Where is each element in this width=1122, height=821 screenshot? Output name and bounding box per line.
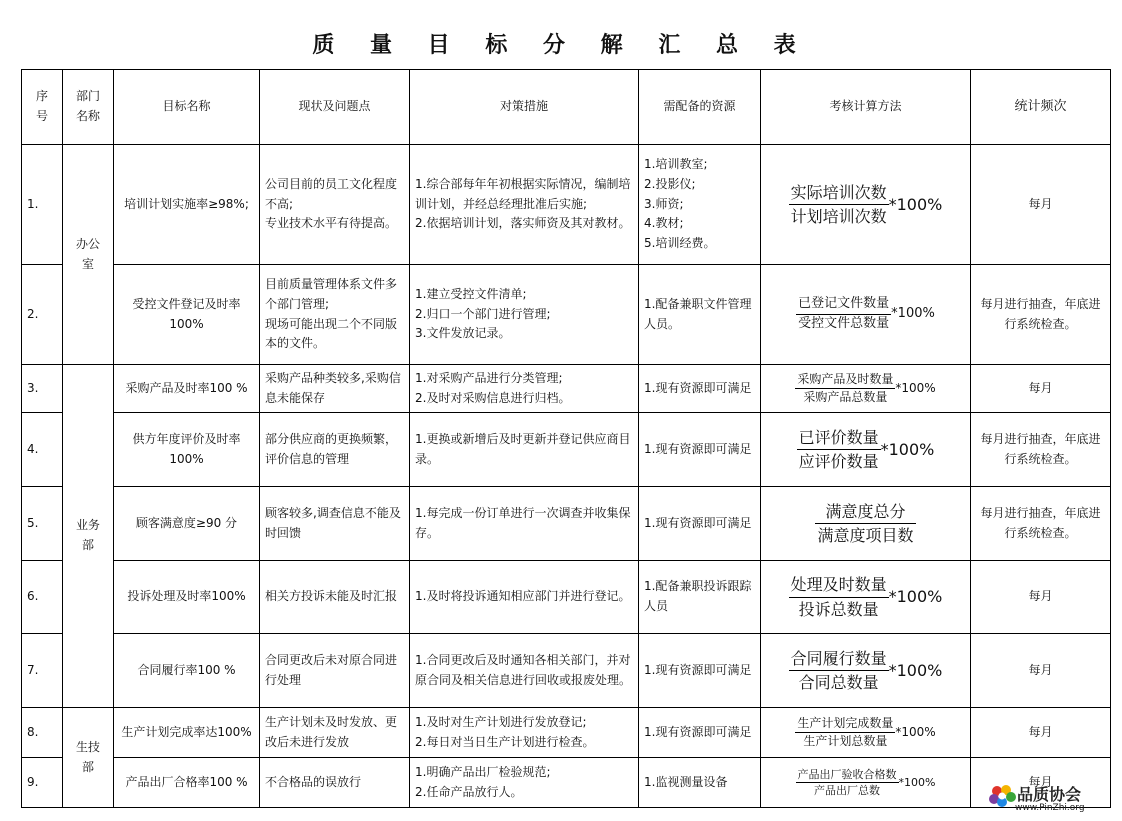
row-number: 5. (22, 487, 63, 561)
calc-formula: $\frac{\text{合同履行数量}}{\text{合同总数量}}$ *100% (761, 634, 971, 708)
table-row (22, 758, 1111, 808)
watermark-logo (985, 772, 1117, 818)
frequency-cell: 每月 (971, 145, 1111, 265)
row-number: 6. (22, 561, 63, 634)
status-cell: 目前质量管理体系文件多个部门管理; 现场可能出现二个不同版本的文件。 (260, 265, 410, 365)
row-number: 9. (22, 758, 63, 808)
table-row (22, 365, 1111, 413)
measures-cell: 1.及时将投诉通知相应部门并进行登记。 (410, 561, 639, 634)
row-number: 1. (22, 145, 63, 265)
table-row (22, 487, 1111, 561)
status-cell: 部分供应商的更换频繁，评价信息的管理 (260, 413, 410, 487)
resources-cell: 1.配备兼职投诉跟踪人员 (639, 561, 761, 634)
target-name: 受控文件登记及时率100% (114, 265, 260, 365)
quality-goal-table (21, 69, 1111, 808)
target-name: 生产计划完成率达100% (114, 708, 260, 758)
col-header-seq: 序 号 (22, 70, 63, 145)
target-name: 培训计划实施率≥98%; (114, 145, 260, 265)
col-header-measures: 对策措施 (410, 70, 639, 145)
calc-formula: $\frac{\text{产品出厂验收合格数}}{\text{产品出厂总数}}$ *100% (761, 758, 971, 808)
calc-formula: $\frac{\text{已评价数量}}{\text{应评价数量}}$ *100% (761, 413, 971, 487)
table-row (22, 265, 1111, 365)
dept-production: 生技 部 (63, 708, 114, 808)
resources-cell: 1.现有资源即可满足 (639, 487, 761, 561)
table-row (22, 413, 1111, 487)
frequency-cell: 每月 (971, 758, 1111, 808)
row-number: 2. (22, 265, 63, 365)
row-number: 8. (22, 708, 63, 758)
col-header-dept: 部门 名称 (63, 70, 114, 145)
calc-formula: $\frac{\text{满意度总分}}{\text{满意度项目数}}$ (761, 487, 971, 561)
row-number: 4. (22, 413, 63, 487)
target-name: 采购产品及时率100 % (114, 365, 260, 413)
measures-cell: 1.及时对生产计划进行发放登记; 2.每日对当日生产计划进行检查。 (410, 708, 639, 758)
target-name: 顾客满意度≥90 分 (114, 487, 260, 561)
table-row (22, 561, 1111, 634)
calc-formula: $\frac{\text{采购产品及时数量}}{\text{采购产品总数量}}$ *100% (761, 365, 971, 413)
measures-cell: 1.综合部每年年初根据实际情况，编制培训计划，并经总经理批准后实施; 2.依据培训计划，落实师资及其对教材。 (410, 145, 639, 265)
status-cell: 生产计划未及时发放、更改后未进行发放 (260, 708, 410, 758)
calc-formula: $\frac{\text{实际培训次数}}{\text{计划培训次数}}$ *100% (761, 145, 971, 265)
measures-cell: 1.明确产品出厂检验规范; 2.任命产品放行人。 (410, 758, 639, 808)
calc-formula: $\frac{\text{已登记文件数量}}{\text{受控文件总数量}}$ *100% (761, 265, 971, 365)
target-name: 产品出厂合格率100 % (114, 758, 260, 808)
col-header-calc: 考核计算方法 (761, 70, 971, 145)
resources-cell: 1.现有资源即可满足 (639, 708, 761, 758)
table-row (22, 634, 1111, 708)
header-row (22, 70, 1111, 145)
target-name: 合同履行率100 % (114, 634, 260, 708)
calc-formula: $\frac{\text{生产计划完成数量}}{\text{生产计划总数量}}$ *100% (761, 708, 971, 758)
frequency-cell: 每月进行抽查，年底进行系统检查。 (971, 265, 1111, 365)
row-number: 3. (22, 365, 63, 413)
target-name: 供方年度评价及时率100% (114, 413, 260, 487)
frequency-cell: 每月进行抽查，年底进行系统检查。 (971, 413, 1111, 487)
watermark-url: www.PinZhi.org (1015, 803, 1085, 813)
status-cell: 不合格品的误放行 (260, 758, 410, 808)
status-cell: 公司目前的员工文化程度不高; 专业技术水平有待提高。 (260, 145, 410, 265)
resources-cell: 1.现有资源即可满足 (639, 413, 761, 487)
measures-cell: 1.对采购产品进行分类管理; 2.及时对采购信息进行归档。 (410, 365, 639, 413)
target-name: 投诉处理及时率100% (114, 561, 260, 634)
frequency-cell: 每月 (971, 708, 1111, 758)
status-cell: 顾客较多,调查信息不能及时回馈 (260, 487, 410, 561)
page-title: 质 量 目 标 分 解 汇 总 表 (312, 33, 810, 58)
measures-cell: 1.更换或新增后及时更新并登记供应商目录。 (410, 413, 639, 487)
col-header-resources: 需配备的资源 (639, 70, 761, 145)
status-cell: 合同更改后未对原合同进行处理 (260, 634, 410, 708)
status-cell: 相关方投诉未能及时汇报 (260, 561, 410, 634)
frequency-cell: 每月 (971, 634, 1111, 708)
row-number: 7. (22, 634, 63, 708)
dept-office: 办公 室 (63, 145, 114, 365)
status-cell: 采购产品种类较多,采购信息未能保存 (260, 365, 410, 413)
watermark-name: 品质协会 (1017, 785, 1082, 804)
resources-cell: 1.监视测量设备 (639, 758, 761, 808)
col-header-freq: 统计频次 (971, 70, 1111, 145)
frequency-cell: 每月 (971, 561, 1111, 634)
calc-formula: $\frac{\text{处理及时数量}}{\text{投诉总数量}}$ *100% (761, 561, 971, 634)
table-row (22, 708, 1111, 758)
frequency-cell: 每月进行抽查，年底进行系统检查。 (971, 487, 1111, 561)
resources-cell: 1.配备兼职文件管理人员。 (639, 265, 761, 365)
resources-cell: 1.现有资源即可满足 (639, 365, 761, 413)
measures-cell: 1.合同更改后及时通知各相关部门，并对原合同及相关信息进行回收或报废处理。 (410, 634, 639, 708)
col-header-target: 目标名称 (114, 70, 260, 145)
dept-business: 业务 部 (63, 365, 114, 708)
col-header-status: 现状及问题点 (260, 70, 410, 145)
measures-cell: 1.建立受控文件清单; 2.归口一个部门进行管理; 3.文件发放记录。 (410, 265, 639, 365)
frequency-cell: 每月 (971, 365, 1111, 413)
table-row (22, 145, 1111, 265)
resources-cell: 1.现有资源即可满足 (639, 634, 761, 708)
measures-cell: 1.每完成一份订单进行一次调查并收集保存。 (410, 487, 639, 561)
resources-cell: 1.培训教室; 2.投影仪; 3.师资; 4.教材; 5.培训经费。 (639, 145, 761, 265)
